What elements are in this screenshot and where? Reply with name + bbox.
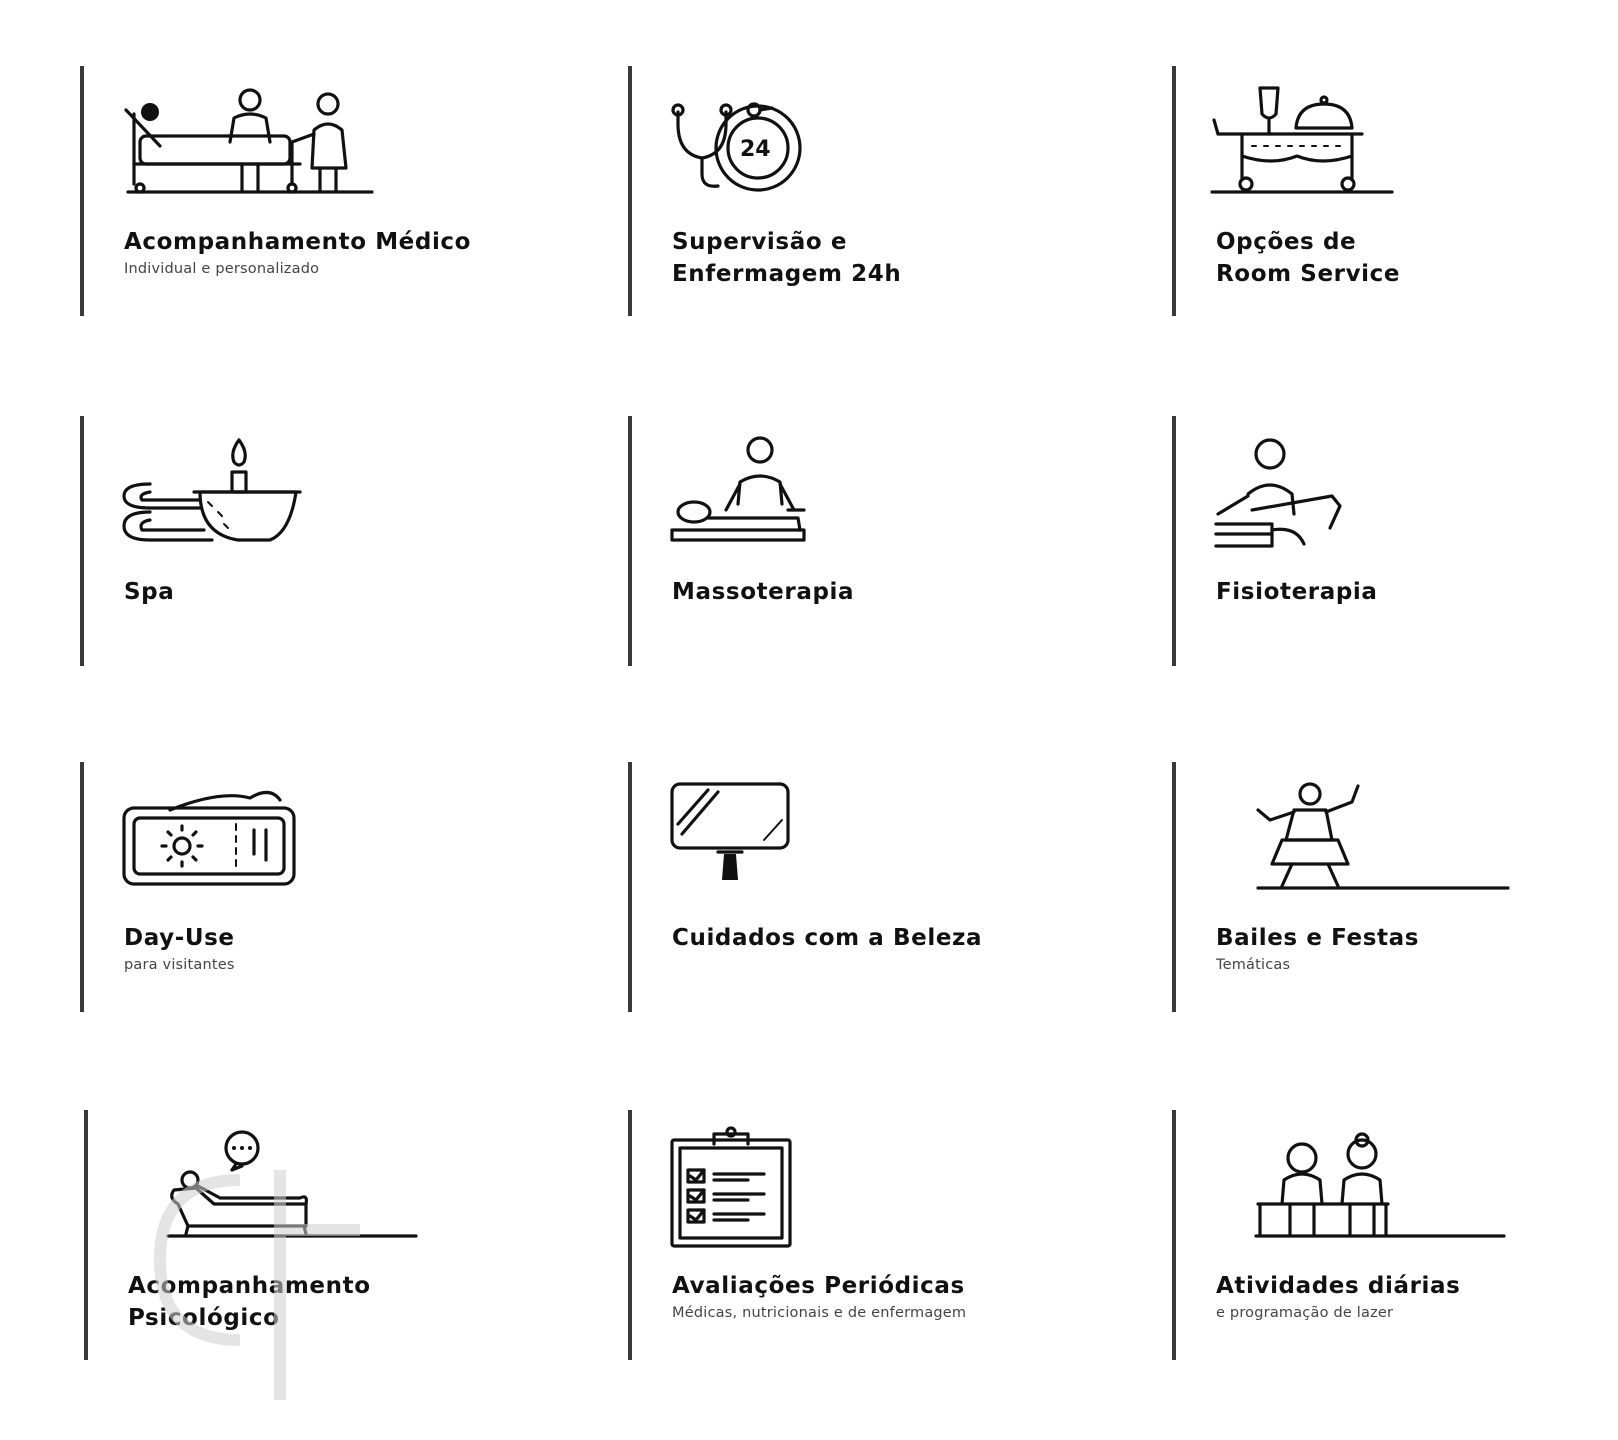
card-divider-bar: [80, 762, 84, 1012]
card-divider-bar: [628, 762, 632, 1012]
service-title: Spa: [124, 579, 175, 605]
service-title: Fisioterapia: [1216, 579, 1378, 605]
service-subtitle: Individual e personalizado: [124, 261, 320, 277]
service-card-spa: [80, 416, 550, 666]
service-card-cuidados-beleza: [628, 762, 1098, 1012]
svg-text:24: 24: [740, 137, 771, 162]
massage-therapy-icon: [668, 434, 948, 552]
card-divider-bar: [628, 66, 632, 316]
spa-candle-towels-icon: [120, 434, 400, 552]
seated-people-icon: [1212, 1128, 1492, 1246]
stethoscope-24h-icon: [668, 84, 948, 202]
card-divider-bar: [1172, 1110, 1176, 1360]
card-divider-bar: [80, 416, 84, 666]
service-subtitle: para visitantes: [124, 957, 235, 973]
service-title: Acompanhamento Médico: [124, 229, 472, 255]
dancing-person-icon: [1212, 780, 1492, 898]
card-divider-bar: [628, 1110, 632, 1360]
service-title: Day-Use: [124, 925, 235, 951]
service-subtitle: Temáticas: [1216, 957, 1291, 973]
service-card-bailes-festas: [1172, 762, 1618, 1012]
card-divider-bar: [628, 416, 632, 666]
hand-mirror-icon: [668, 780, 948, 898]
service-title: Massoterapia: [672, 579, 855, 605]
service-subtitle: Médicas, nutricionais e de enfermagem: [672, 1305, 967, 1321]
psychology-couch-icon: [124, 1128, 404, 1246]
service-card-atividades-diarias: [1172, 1110, 1618, 1360]
card-divider-bar: [1172, 66, 1176, 316]
service-card-day-use: [80, 762, 550, 1012]
service-card-avaliacoes-periodicas: [628, 1110, 1098, 1360]
service-subtitle: e programação de lazer: [1216, 1305, 1394, 1321]
clipboard-checklist-icon: [668, 1128, 948, 1246]
service-card-acompanhamento-medico: [80, 66, 550, 316]
service-card-supervisao-enfermagem: [628, 66, 1098, 316]
room-service-cart-icon: [1212, 84, 1492, 202]
card-divider-bar: [84, 1110, 88, 1360]
medical-team-bed-icon: [120, 84, 400, 202]
service-title: Supervisão e Enfermagem 24h: [672, 229, 902, 287]
card-divider-bar: [1172, 762, 1176, 1012]
service-title: Acompanhamento Psicológico: [128, 1273, 371, 1331]
service-card-fisioterapia: [1172, 416, 1618, 666]
day-use-ticket-icon: [120, 780, 400, 898]
card-divider-bar: [1172, 416, 1176, 666]
service-card-massoterapia: [628, 416, 1098, 666]
service-title: Atividades diárias: [1216, 1273, 1461, 1299]
service-title: Bailes e Festas: [1216, 925, 1419, 951]
service-title: Cuidados com a Beleza: [672, 925, 983, 951]
service-title: Opções de Room Service: [1216, 229, 1401, 287]
service-card-room-service: [1172, 66, 1618, 316]
card-divider-bar: [80, 66, 84, 316]
service-title: Avaliações Periódicas: [672, 1273, 965, 1299]
service-card-acompanhamento-psicologico: [84, 1110, 554, 1360]
physiotherapy-icon: [1212, 434, 1492, 552]
